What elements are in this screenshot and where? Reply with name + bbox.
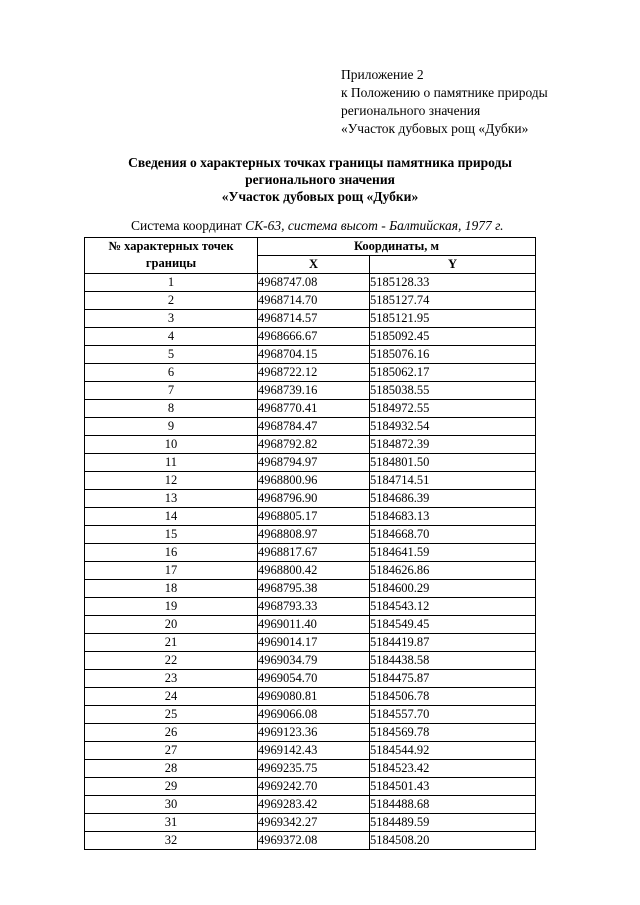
x-coordinate-cell: 4968800.42	[258, 562, 370, 580]
table-row	[85, 562, 536, 580]
point-number-cell: 32	[85, 832, 258, 850]
x-coordinate-cell: 4968817.67	[258, 544, 370, 562]
point-number-cell: 5	[85, 346, 258, 364]
x-coordinate-cell: 4968795.38	[258, 580, 370, 598]
point-number-cell: 21	[85, 634, 258, 652]
x-coordinate-cell: 4968808.97	[258, 526, 370, 544]
y-coordinate-cell: 5185076.16	[370, 346, 536, 364]
point-number-cell: 17	[85, 562, 258, 580]
header-coordinates: Координаты, м	[258, 238, 536, 256]
x-coordinate-cell: 4969242.70	[258, 778, 370, 796]
x-coordinate-cell: 4968747.08	[258, 274, 370, 292]
y-coordinate-cell: 5184419.87	[370, 634, 536, 652]
appendix-line: регионального значения	[341, 103, 481, 118]
table-row	[85, 616, 536, 634]
table-row	[85, 328, 536, 346]
y-coordinate-cell: 5185062.17	[370, 364, 536, 382]
table-body	[85, 274, 536, 850]
x-coordinate-cell: 4969283.42	[258, 796, 370, 814]
x-coordinate-cell: 4969235.75	[258, 760, 370, 778]
table-row	[85, 742, 536, 760]
coordinate-system-line	[131, 218, 504, 234]
table-row	[85, 490, 536, 508]
table-row	[85, 508, 536, 526]
point-number-cell: 12	[85, 472, 258, 490]
table-row	[85, 472, 536, 490]
y-coordinate-cell: 5185121.95	[370, 310, 536, 328]
appendix-line: к Положению о памятнике природы	[341, 85, 548, 100]
table-row	[85, 724, 536, 742]
point-number-cell: 24	[85, 688, 258, 706]
point-number-cell: 27	[85, 742, 258, 760]
point-number-cell: 16	[85, 544, 258, 562]
y-coordinate-cell: 5184569.78	[370, 724, 536, 742]
y-coordinate-cell: 5184683.13	[370, 508, 536, 526]
point-number-cell: 4	[85, 328, 258, 346]
y-coordinate-cell: 5185127.74	[370, 292, 536, 310]
table-row	[85, 760, 536, 778]
y-coordinate-cell: 5184600.29	[370, 580, 536, 598]
table-row	[85, 292, 536, 310]
x-coordinate-cell: 4968784.47	[258, 418, 370, 436]
table-row	[85, 400, 536, 418]
table-row	[85, 814, 536, 832]
y-coordinate-cell: 5184872.39	[370, 436, 536, 454]
y-coordinate-cell: 5184668.70	[370, 526, 536, 544]
point-number-cell: 13	[85, 490, 258, 508]
table-row	[85, 652, 536, 670]
appendix-block	[341, 66, 548, 138]
x-coordinate-cell: 4969342.27	[258, 814, 370, 832]
x-coordinate-cell: 4969014.17	[258, 634, 370, 652]
x-coordinate-cell: 4969054.70	[258, 670, 370, 688]
appendix-line: «Участок дубовых рощ «Дубки»	[341, 121, 529, 136]
table-row	[85, 346, 536, 364]
point-number-cell: 8	[85, 400, 258, 418]
x-coordinate-cell: 4968714.57	[258, 310, 370, 328]
x-coordinate-cell: 4969066.08	[258, 706, 370, 724]
y-coordinate-cell: 5184972.55	[370, 400, 536, 418]
x-coordinate-cell: 4968722.12	[258, 364, 370, 382]
x-coordinate-cell: 4969142.43	[258, 742, 370, 760]
y-coordinate-cell: 5184801.50	[370, 454, 536, 472]
x-coordinate-cell: 4968793.33	[258, 598, 370, 616]
x-coordinate-cell: 4968792.82	[258, 436, 370, 454]
table-row	[85, 382, 536, 400]
y-coordinate-cell: 5184475.87	[370, 670, 536, 688]
document-title	[60, 154, 580, 205]
x-coordinate-cell: 4968739.16	[258, 382, 370, 400]
table-row	[85, 706, 536, 724]
y-coordinate-cell: 5184641.59	[370, 544, 536, 562]
y-coordinate-cell: 5184438.58	[370, 652, 536, 670]
x-coordinate-cell: 4969372.08	[258, 832, 370, 850]
point-number-cell: 26	[85, 724, 258, 742]
y-coordinate-cell: 5185092.45	[370, 328, 536, 346]
table-row	[85, 598, 536, 616]
title-line: регионального значения	[245, 172, 395, 187]
y-coordinate-cell: 5184506.78	[370, 688, 536, 706]
table-row	[85, 778, 536, 796]
point-number-cell: 29	[85, 778, 258, 796]
y-coordinate-cell: 5184626.86	[370, 562, 536, 580]
x-coordinate-cell: 4968805.17	[258, 508, 370, 526]
point-number-cell: 9	[85, 418, 258, 436]
table-row	[85, 832, 536, 850]
point-number-cell: 2	[85, 292, 258, 310]
boundary-points-table	[84, 237, 536, 850]
appendix-line: Приложение 2	[341, 67, 424, 82]
y-coordinate-cell: 5184489.59	[370, 814, 536, 832]
point-number-cell: 18	[85, 580, 258, 598]
table-row	[85, 436, 536, 454]
point-number-cell: 1	[85, 274, 258, 292]
header-point-number: № характерных точек границы	[85, 238, 258, 274]
x-coordinate-cell: 4969034.79	[258, 652, 370, 670]
x-coordinate-cell: 4968800.96	[258, 472, 370, 490]
point-number-cell: 14	[85, 508, 258, 526]
table-row	[85, 310, 536, 328]
point-number-cell: 15	[85, 526, 258, 544]
y-coordinate-cell: 5184523.42	[370, 760, 536, 778]
header-y: Y	[370, 256, 536, 274]
table-row	[85, 634, 536, 652]
y-coordinate-cell: 5184714.51	[370, 472, 536, 490]
header-x: X	[258, 256, 370, 274]
table-row	[85, 364, 536, 382]
y-coordinate-cell: 5184549.45	[370, 616, 536, 634]
x-coordinate-cell: 4969123.36	[258, 724, 370, 742]
coordinate-system-prefix: Система координат	[131, 218, 246, 233]
point-number-cell: 31	[85, 814, 258, 832]
table-row	[85, 526, 536, 544]
y-coordinate-cell: 5184557.70	[370, 706, 536, 724]
point-number-cell: 6	[85, 364, 258, 382]
table-row	[85, 544, 536, 562]
x-coordinate-cell: 4968704.15	[258, 346, 370, 364]
x-coordinate-cell: 4969080.81	[258, 688, 370, 706]
x-coordinate-cell: 4968796.90	[258, 490, 370, 508]
table-row	[85, 688, 536, 706]
title-line: Сведения о характерных точках границы памятника природы	[128, 155, 512, 170]
x-coordinate-cell: 4968794.97	[258, 454, 370, 472]
coordinate-system-name: СК-63, система высот - Балтийская, 1977 г.	[245, 218, 504, 233]
point-number-cell: 7	[85, 382, 258, 400]
table-row	[85, 274, 536, 292]
table-row	[85, 454, 536, 472]
y-coordinate-cell: 5184508.20	[370, 832, 536, 850]
y-coordinate-cell: 5184932.54	[370, 418, 536, 436]
point-number-cell: 28	[85, 760, 258, 778]
point-number-cell: 23	[85, 670, 258, 688]
title-line: «Участок дубовых рощ «Дубки»	[221, 189, 419, 204]
table-row	[85, 796, 536, 814]
y-coordinate-cell: 5184543.12	[370, 598, 536, 616]
point-number-cell: 11	[85, 454, 258, 472]
point-number-cell: 10	[85, 436, 258, 454]
point-number-cell: 19	[85, 598, 258, 616]
y-coordinate-cell: 5184544.92	[370, 742, 536, 760]
x-coordinate-cell: 4968770.41	[258, 400, 370, 418]
point-number-cell: 3	[85, 310, 258, 328]
x-coordinate-cell: 4968714.70	[258, 292, 370, 310]
point-number-cell: 30	[85, 796, 258, 814]
point-number-cell: 22	[85, 652, 258, 670]
y-coordinate-cell: 5184488.68	[370, 796, 536, 814]
x-coordinate-cell: 4968666.67	[258, 328, 370, 346]
y-coordinate-cell: 5185128.33	[370, 274, 536, 292]
y-coordinate-cell: 5184501.43	[370, 778, 536, 796]
table-row	[85, 580, 536, 598]
table-row	[85, 670, 536, 688]
x-coordinate-cell: 4969011.40	[258, 616, 370, 634]
point-number-cell: 25	[85, 706, 258, 724]
point-number-cell: 20	[85, 616, 258, 634]
table-row	[85, 418, 536, 436]
y-coordinate-cell: 5184686.39	[370, 490, 536, 508]
y-coordinate-cell: 5185038.55	[370, 382, 536, 400]
